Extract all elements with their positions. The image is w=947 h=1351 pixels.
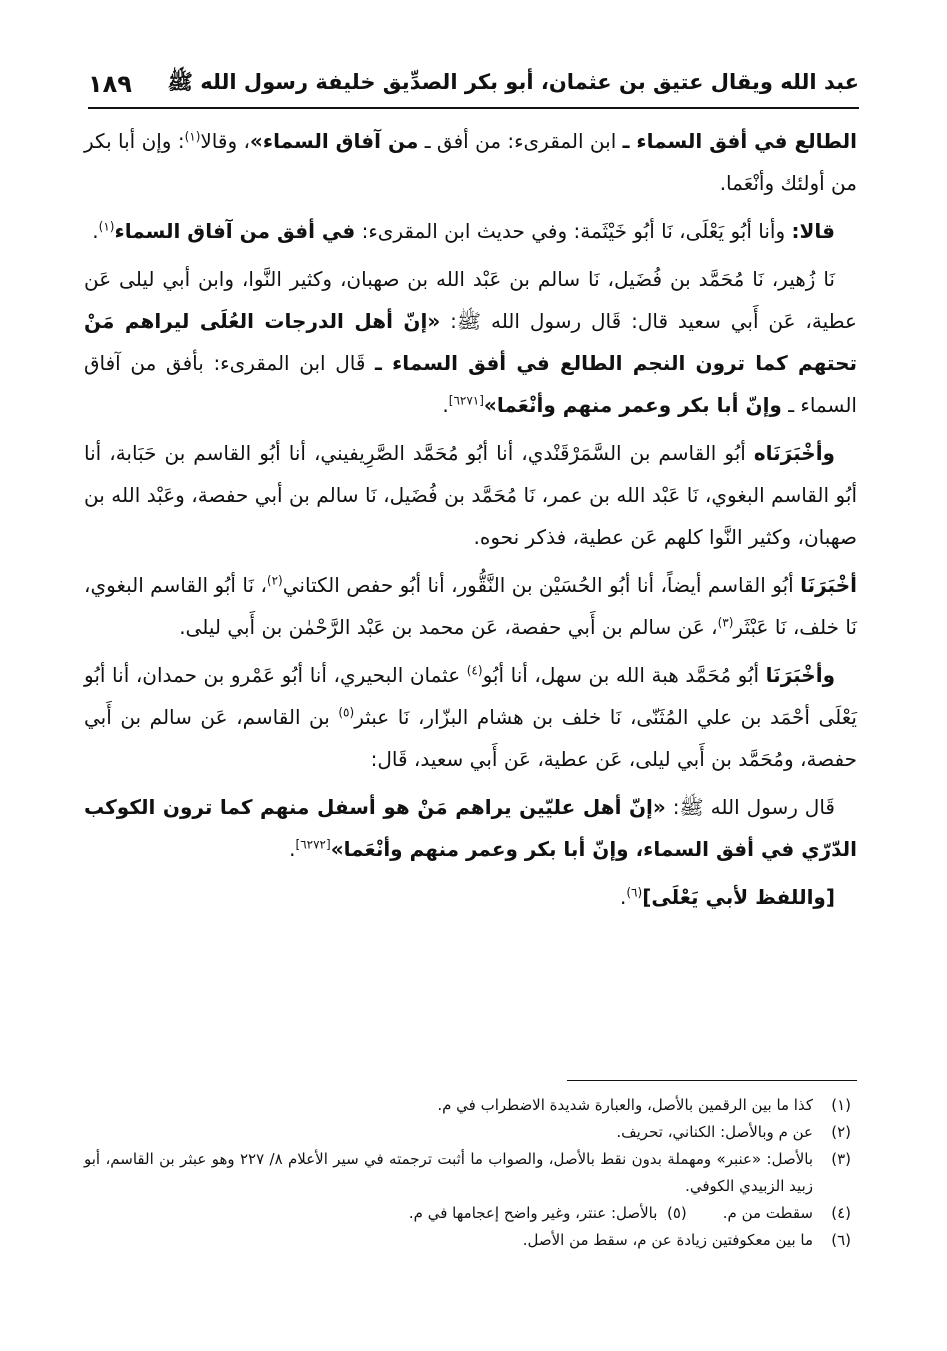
footnote-marker: (٢) (266, 573, 283, 588)
paragraph-8 (84, 876, 857, 918)
paragraph-7 (84, 786, 857, 870)
text-run: وأنا أبُو يَعْلَى، نَا أبُو خَيْثَمة: وفي حديث ابن المقرىء: (355, 219, 792, 243)
text-run: . (442, 393, 449, 417)
footnote-text: كذا ما بين الرقمين بالأصل، والعبارة شديدة الاضطراب في م. (437, 1096, 813, 1114)
paragraph-1 (84, 120, 857, 204)
paragraph-5 (84, 564, 857, 648)
footnote-pair (84, 1200, 813, 1227)
footnote-marker: (٥) (338, 705, 355, 720)
footnote-marker: (٦) (626, 885, 643, 900)
footnote-4-5 (84, 1200, 851, 1227)
bold-text: أخْبَرَنَا (800, 573, 857, 597)
footnote-number: (١) (831, 1096, 851, 1114)
page-number: ١٨٩ (88, 70, 132, 98)
paragraph-4 (84, 432, 857, 558)
footnote-text: عن م وبالأصل: الكناني، تحريف. (616, 1123, 813, 1141)
text-run: : وإن أبا بكر من أولئك وأنْعَما. (83, 129, 857, 195)
text-run: أبُو مُحَمَّد هبة الله بن سهل، أنا أبُو (482, 663, 766, 687)
footnote-text: بالأصل: عنتر، وغير واضح إعجامها في م. (408, 1204, 658, 1222)
footnote-6 (84, 1227, 851, 1254)
footnote-text: ما بين معكوفتين زيادة عن م، سقط من الأصل. (522, 1231, 813, 1249)
running-title: عبد الله ويقال عتيق بن عثمان، أبو بكر الصدِّيق خليفة رسول الله ﷺ (167, 69, 859, 94)
footnote-number: (٦) (831, 1231, 851, 1249)
paragraph-3 (84, 258, 857, 426)
text-run: ، نَا أبُو القاسم البغوي، نَا خلف، نَا عَبْثَر (84, 573, 857, 639)
footnote-number: (٢) (831, 1123, 851, 1141)
text-run: . (620, 885, 627, 909)
footnote-marker: (٣) (717, 615, 734, 630)
footnote-divider (567, 1080, 857, 1081)
text-run: نَا زُهير، نَا مُحَمَّد بن فُضَيل، نَا سالم بن عَبْد الله بن صهبان، وكثير النَّوا، وابن أبي ليلى عَن عطية، عَن أَبي سعيد قال: قَال رسول الله ﷺ: (84, 267, 857, 333)
bold-text: في أفق من آفاق السماء (114, 219, 356, 243)
text-run: . (92, 219, 99, 243)
footnote-text: سقطت من م. (722, 1204, 813, 1222)
text-run: قَال ابن المقرىء: بأفق من آفاق السماء ـ (84, 351, 857, 417)
main-text (84, 120, 857, 924)
footnote-5 (409, 1200, 687, 1227)
bold-text: وأخْبَرَنَاه (753, 441, 835, 465)
footnote-number: (٥) (666, 1204, 687, 1222)
bold-text: وأخْبَرَنَا (765, 663, 835, 687)
footnotes (84, 1092, 851, 1254)
footnote-text: بالأصل: «عنبر» ومهملة بدون نقط بالأصل، والصواب ما أثبت ترجمته في سير الأعلام ٨/ ٢٢٧ وهو عبثر بن القاسم، أبو زبيد الزبيدي الكوفي. (84, 1150, 813, 1195)
header-divider (88, 107, 859, 109)
footnote-marker: (١) (184, 129, 201, 144)
bold-text: قالا: (791, 219, 835, 243)
page-header (88, 62, 859, 106)
text-run: ، عَن سالم بن أَبي حفصة، عَن محمد بن عَبْد الرَّحْمٰن بن أَبي ليلى. (179, 615, 718, 639)
text-run: أبُو القاسم أيضاً، أنا أبُو الحُسَيْن بن النَّقُّور، أنا أبُو حفص الكتاني (282, 573, 801, 597)
footnote-marker: (١) (98, 219, 115, 234)
hadith-text: وإنّ أبا بكر وعمر منهم وأنْعَما» (483, 393, 782, 417)
text-run: ابن المقرىء: من أفق ـ (418, 129, 623, 153)
hadith-text: «إنّ أهل الدرجات العُلَى ليراهم مَنْ تحتهم كما ترون النجم الطالع في أفق السماء ـ (84, 309, 857, 375)
bold-text: من آفاق السماء» (249, 129, 419, 153)
text-run: ، وقالا (200, 129, 250, 153)
text-run: بن القاسم، عَن سالم بن أَبي حفصة، ومُحَمَّد بن أَبي ليلى، عَن عطية، عَن أَبي سعيد، قَال: (84, 705, 857, 771)
footnote-number: (٣) (831, 1150, 851, 1168)
text-run: . (289, 837, 296, 861)
footnote-marker: (٤) (466, 663, 483, 678)
footnote-1 (84, 1092, 851, 1119)
footnote-2 (84, 1119, 851, 1146)
hadith-text: «إنّ أهل عليّين يراهم مَنْ هو أسفل منهم كما ترون الكوكب الدّرّي في أفق السماء، وإنّ أبا بكر وعمر منهم وأنْعَما» (84, 795, 857, 861)
paragraph-2 (84, 210, 857, 252)
hadith-reference: [٦٢٧٢] (295, 837, 331, 852)
text-run: عثمان البحيري، أنا أبُو عَمْرو بن حمدان، أنا أبُو يَعْلَى أحْمَد بن علي المُثَنّى، نَا خلف بن هشام البزّار، نَا عبثر (84, 663, 858, 729)
footnote-number: (٤) (831, 1204, 851, 1222)
paragraph-6 (84, 654, 857, 780)
bold-text: الطالع في أفق السماء ـ (622, 129, 857, 153)
text-run: أبُو القاسم بن السَّمَرْقَنْدي، أنا أبُو مُحَمَّد الصَّرِيفيني، أنا أبُو القاسم بن حَبَابة، أنا أبُو القاسم البغوي، نَا عَبْد الله بن عمر، نَا مُحَمَّد بن فُضَيل، نَا سالم بن أبي حفصة، وعَبْد الله بن صهبان، وكثير النَّوا كلهم عَن عطية، فذكر نحوه. (84, 441, 857, 549)
footnote-3 (84, 1146, 851, 1200)
text-run: قَال رسول الله ﷺ: (665, 795, 835, 819)
hadith-reference: [٦٢٧١] (448, 393, 484, 408)
bold-text: [واللفظ لأبي يَعْلَى] (642, 885, 835, 909)
